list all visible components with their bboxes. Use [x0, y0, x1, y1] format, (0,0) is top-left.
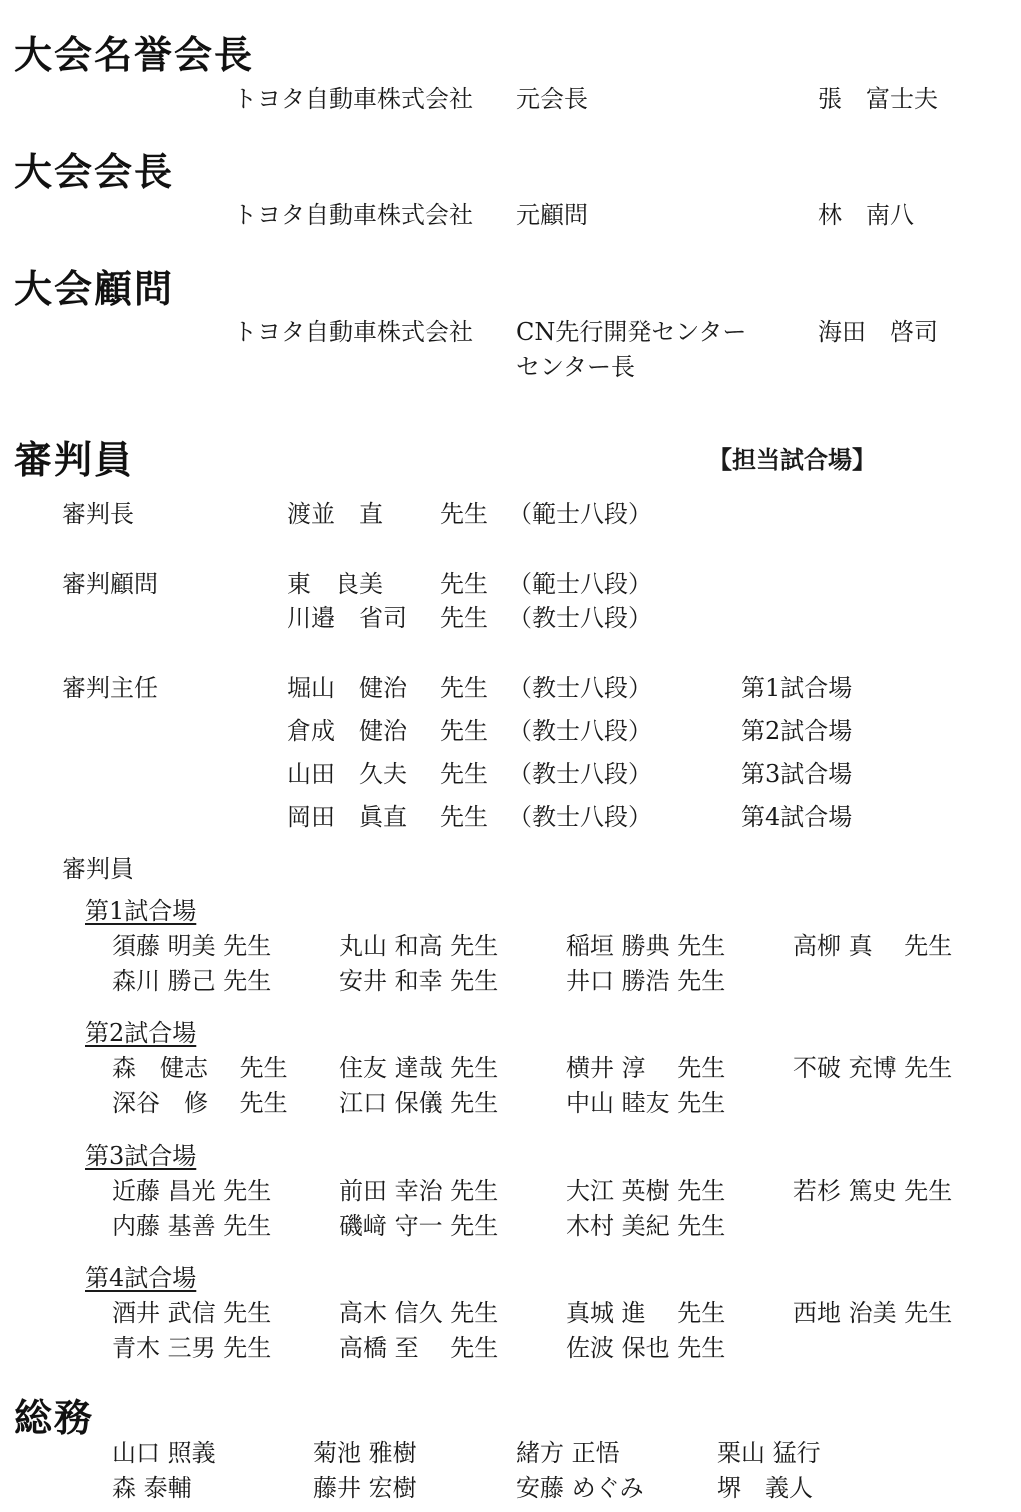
referee-name: 横井 淳 先生	[566, 1054, 726, 1082]
referee-name: 内藤 基善 先生	[112, 1212, 272, 1240]
honorary-company: トヨタ自動車株式会社	[233, 85, 473, 113]
honorary-role: 元会長	[516, 85, 588, 113]
staff-name: 藤井 宏樹	[313, 1474, 417, 1502]
referee-name: 真城 進 先生	[566, 1299, 726, 1327]
advisor-role-line1: CN先行開発センター	[516, 318, 747, 346]
chief-referee-label: 審判長	[62, 500, 134, 528]
leader-title: 先生	[440, 717, 488, 745]
leader-venue: 第4試合場	[741, 803, 853, 831]
leader-rank: （教士八段）	[508, 803, 652, 831]
referee-name: 大江 英樹 先生	[566, 1177, 726, 1205]
referee-name: 江口 保儀 先生	[339, 1089, 499, 1117]
referee-name: 高柳 真 先生	[793, 932, 953, 960]
referee-name: 森 健志 先生	[112, 1054, 288, 1082]
referee-name: 丸山 和高 先生	[339, 932, 499, 960]
counsel-title: 先生	[440, 570, 488, 598]
advisor-company: トヨタ自動車株式会社	[233, 318, 473, 346]
leader-name: 山田 久夫	[287, 760, 407, 788]
president-heading: 大会会長	[14, 149, 175, 194]
advisor-name: 海田 啓司	[818, 318, 938, 346]
referee-name: 不破 充博 先生	[793, 1054, 953, 1082]
staff-name: 緒方 正悟	[516, 1439, 620, 1467]
leader-venue: 第2試合場	[741, 717, 853, 745]
president-name: 林 南八	[818, 201, 914, 229]
president-role: 元顧問	[516, 201, 588, 229]
referee-name: 住友 達哉 先生	[339, 1054, 499, 1082]
general-affairs-heading: 総務	[14, 1395, 95, 1440]
honorary-name: 張 富士夫	[818, 85, 938, 113]
referee-name: 中山 睦友 先生	[566, 1089, 726, 1117]
leader-rank: （教士八段）	[508, 674, 652, 702]
chief-referee-title: 先生	[440, 500, 488, 528]
advisor-heading: 大会顧問	[14, 266, 175, 311]
referee-name: 前田 幸治 先生	[339, 1177, 499, 1205]
counsel-name: 川邉 省司	[287, 604, 407, 632]
venue-title: 第1試合場	[85, 897, 197, 925]
referee-name: 西地 治美 先生	[793, 1299, 953, 1327]
referee-name: 安井 和幸 先生	[339, 967, 499, 995]
referee-leader-label: 審判主任	[62, 674, 158, 702]
counsel-name: 東 良美	[287, 570, 383, 598]
counsel-title: 先生	[440, 604, 488, 632]
leader-name: 倉成 健治	[287, 717, 407, 745]
venue-column-header: 【担当試合場】	[708, 445, 876, 474]
venue-title: 第4試合場	[85, 1264, 197, 1292]
chief-referee-rank: （範士八段）	[508, 500, 652, 528]
referee-name: 森川 勝己 先生	[112, 967, 272, 995]
counsel-rank: （教士八段）	[508, 604, 652, 632]
leader-title: 先生	[440, 760, 488, 788]
referee-name: 木村 美紀 先生	[566, 1212, 726, 1240]
staff-name: 菊池 雅樹	[313, 1439, 417, 1467]
leader-title: 先生	[440, 803, 488, 831]
referee-name: 近藤 昌光 先生	[112, 1177, 272, 1205]
referees-heading: 審判員	[14, 437, 135, 482]
venue-title: 第2試合場	[85, 1019, 197, 1047]
president-company: トヨタ自動車株式会社	[233, 201, 473, 229]
leader-rank: （教士八段）	[508, 717, 652, 745]
referee-name: 佐波 保也 先生	[566, 1334, 726, 1362]
counsel-rank: （範士八段）	[508, 570, 652, 598]
leader-name: 岡田 眞直	[287, 803, 407, 831]
honorary-president-heading: 大会名誉会長	[14, 32, 255, 77]
referee-name: 磯﨑 守一 先生	[339, 1212, 499, 1240]
chief-referee-name: 渡並 直	[287, 500, 383, 528]
staff-name: 安藤 めぐみ	[516, 1474, 644, 1502]
referee-name: 深谷 修 先生	[112, 1089, 288, 1117]
staff-name: 山口 照義	[112, 1439, 216, 1467]
staff-name: 堺 義人	[717, 1474, 813, 1502]
leader-rank: （教士八段）	[508, 760, 652, 788]
staff-name: 栗山 猛行	[717, 1439, 821, 1467]
referee-name: 青木 三男 先生	[112, 1334, 272, 1362]
referee-name: 須藤 明美 先生	[112, 932, 272, 960]
referee-name: 高木 信久 先生	[339, 1299, 499, 1327]
referee-members-label: 審判員	[62, 855, 134, 883]
leader-venue: 第3試合場	[741, 760, 853, 788]
referee-name: 若杉 篤史 先生	[793, 1177, 953, 1205]
staff-name: 森 泰輔	[112, 1474, 192, 1502]
leader-venue: 第1試合場	[741, 674, 853, 702]
referee-counsel-label: 審判顧問	[62, 570, 158, 598]
leader-title: 先生	[440, 674, 488, 702]
referee-name: 酒井 武信 先生	[112, 1299, 272, 1327]
venue-title: 第3試合場	[85, 1142, 197, 1170]
referee-name: 稲垣 勝典 先生	[566, 932, 726, 960]
referee-name: 高橋 至 先生	[339, 1334, 499, 1362]
referee-name: 井口 勝浩 先生	[566, 967, 726, 995]
advisor-role-line2: センター長	[516, 353, 636, 381]
leader-name: 堀山 健治	[287, 674, 407, 702]
